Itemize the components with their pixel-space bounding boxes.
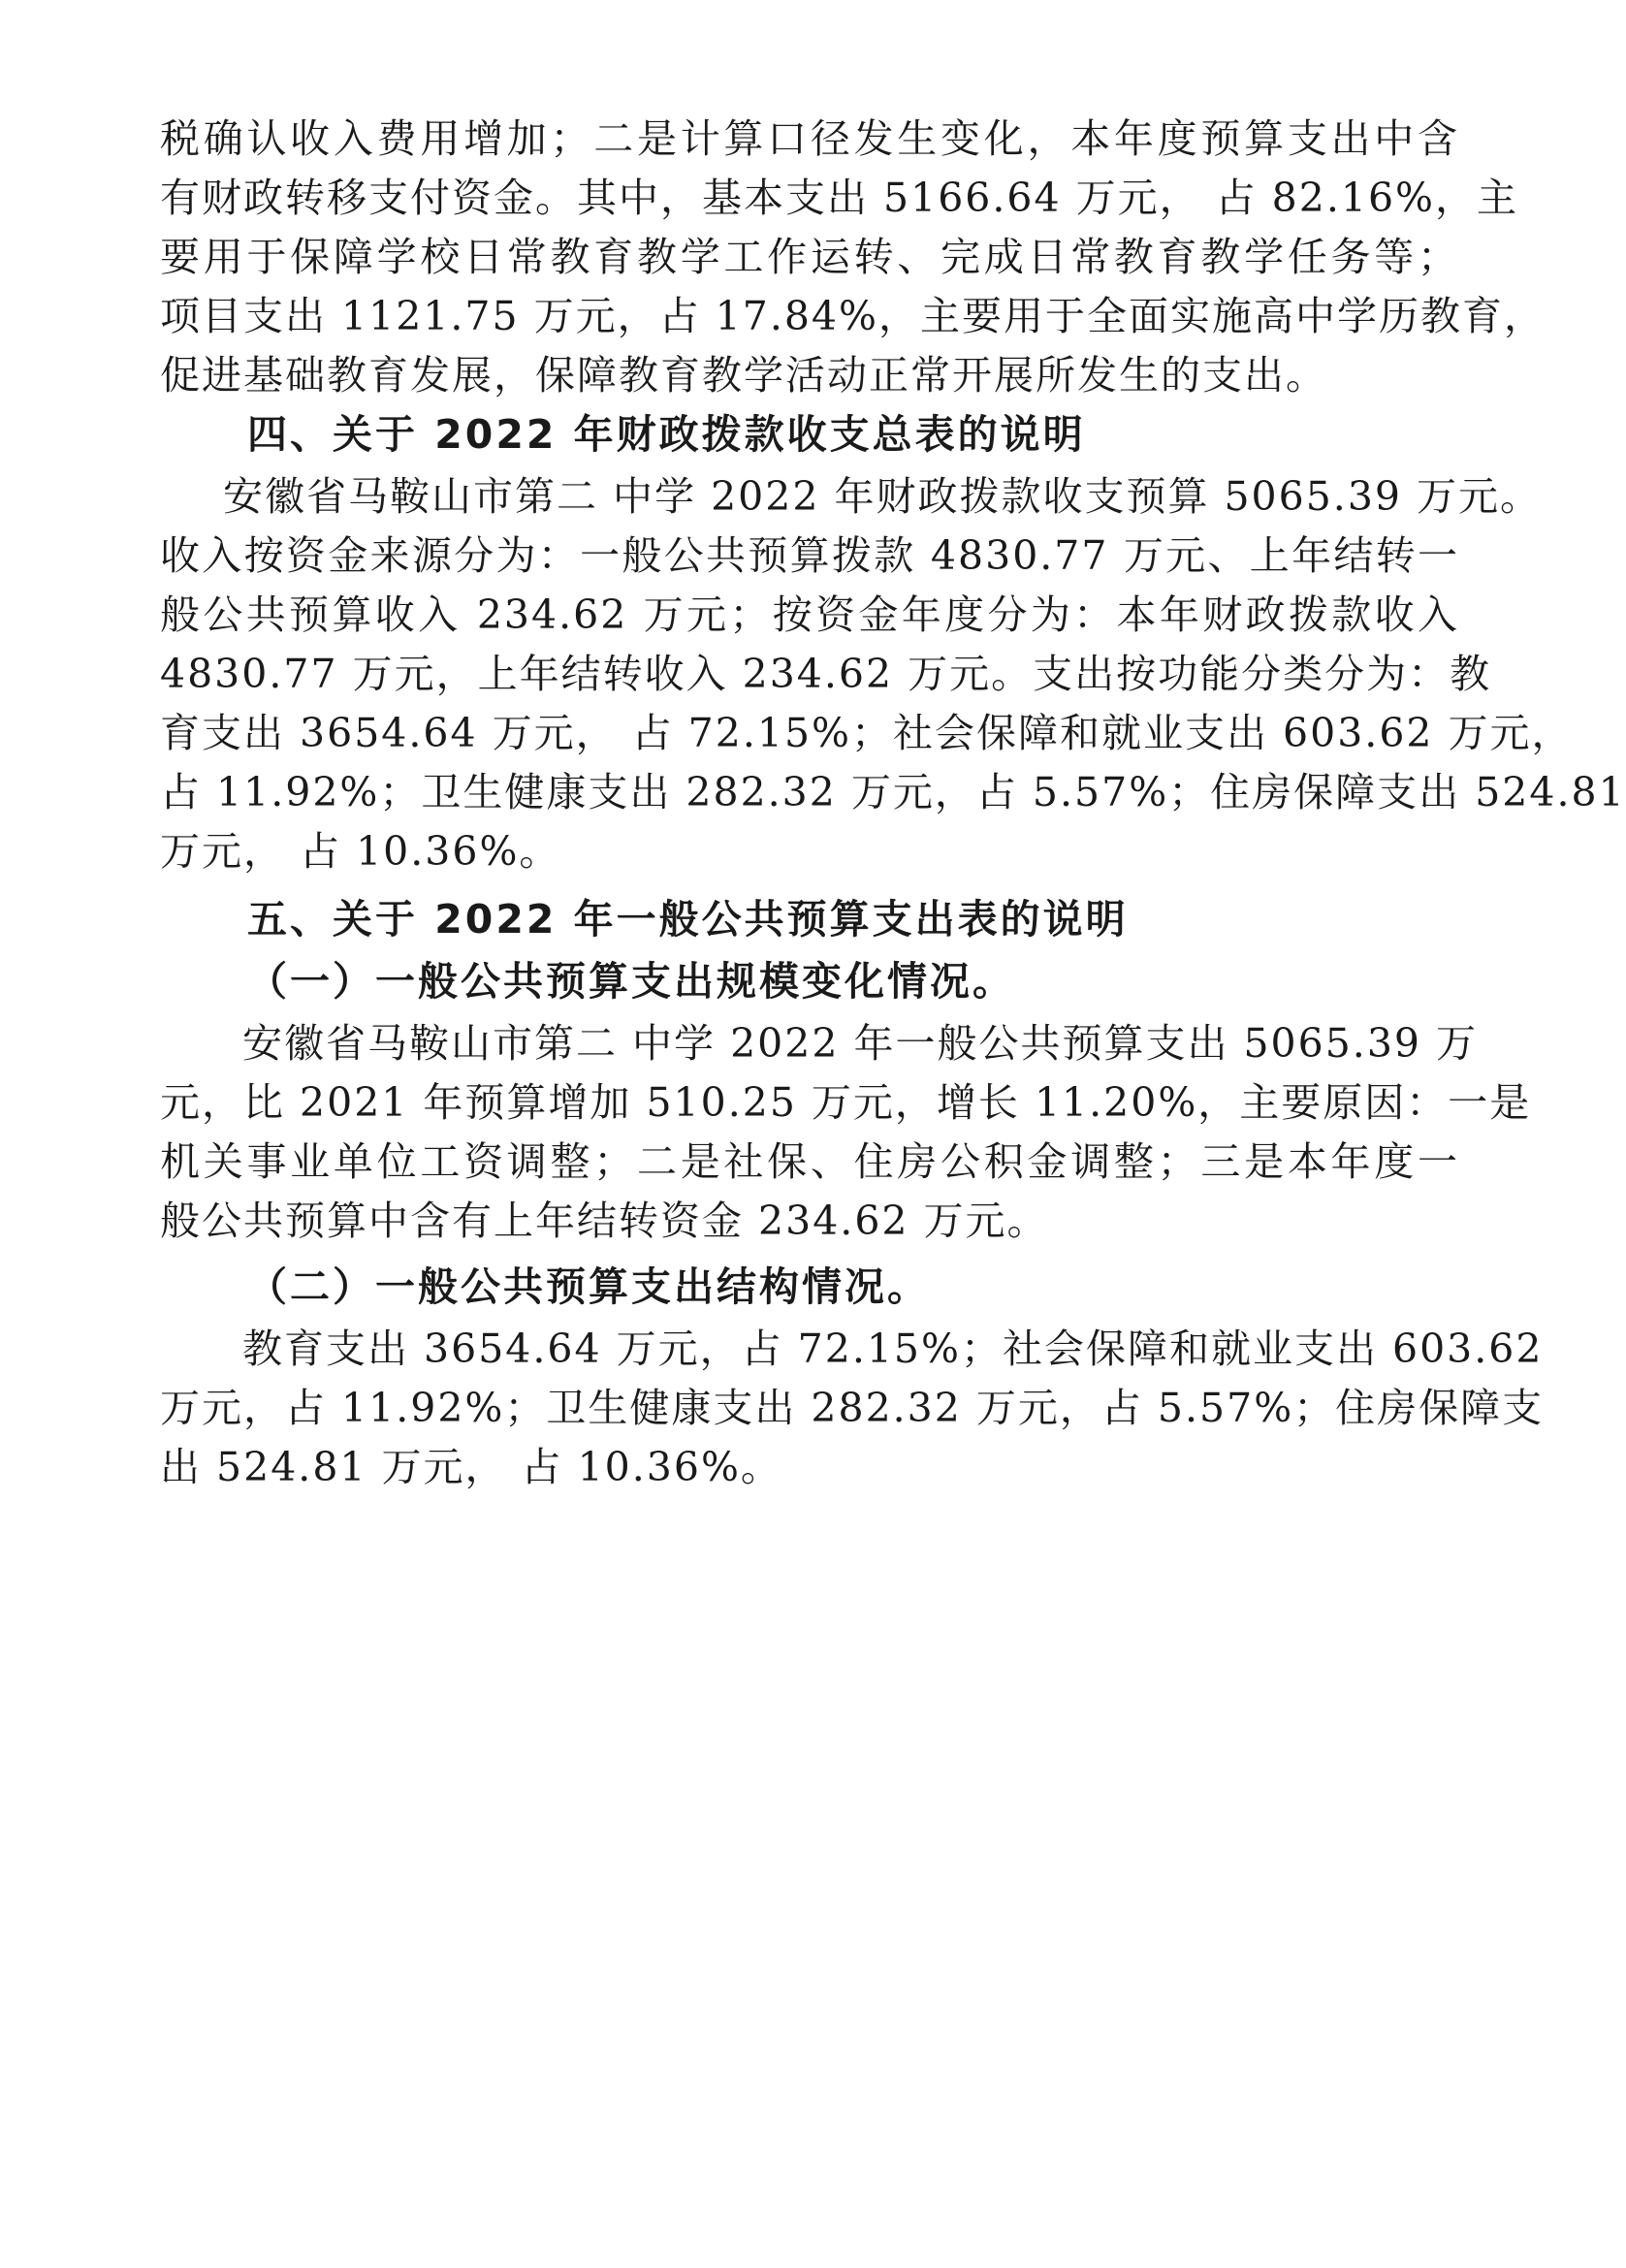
- body-text-line: 出 524.81 万元， 占 10.36%。: [160, 1444, 782, 1490]
- subsection-heading: （一）一般公共预算支出规模变化情况。: [247, 958, 1015, 1005]
- body-text-line: 占 11.92%；卫生健康支出 282.32 万元，占 5.57%；住房保障支出 524.81: [160, 769, 1626, 815]
- subsection-heading: （二）一般公共预算支出结构情况。: [247, 1263, 930, 1310]
- body-text-line: 教育支出 3654.64 万元，占 72.15%；社会保障和就业支出 603.62: [242, 1326, 1544, 1372]
- body-text-line: 机关事业单位工资调整；二是社保、住房公积金调整；三是本年度一: [160, 1138, 1459, 1185]
- body-text-line: 项目支出 1121.75 万元，占 17.84%，主要用于全面实施高中学历教育，: [160, 293, 1546, 339]
- body-text-line: 要用于保障学校日常教育教学工作运转、完成日常教育教学任务等；: [160, 234, 1459, 280]
- body-text-line: 育支出 3654.64 万元， 占 72.15%；社会保障和就业支出 603.62 万元，: [160, 710, 1574, 756]
- section-heading: 四、关于 2022 年财政拨款收支总表的说明: [247, 411, 1086, 458]
- body-text-line: 万元， 占 10.36%。: [160, 828, 561, 875]
- body-text-line: 促进基础教育发展，保障教育教学活动正常开展所发生的支出。: [160, 352, 1327, 399]
- body-text-line: 安徽省马鞍山市第二 中学 2022 年一般公共预算支出 5065.39 万: [242, 1020, 1479, 1067]
- body-text-line: 收入按资金来源分为：一般公共预算拨款 4830.77 万元、上年结转一: [160, 532, 1459, 579]
- body-text-line: 税确认收入费用增加；二是计算口径发生变化，本年度预算支出中含: [160, 115, 1459, 162]
- body-text-line: 元，比 2021 年预算增加 510.25 万元，增长 11.20%，主要原因：一是: [160, 1079, 1532, 1126]
- body-text-line: 万元，占 11.92%；卫生健康支出 282.32 万元，占 5.57%；住房保障支: [160, 1385, 1545, 1431]
- body-text-line: 安徽省马鞍山市第二 中学 2022 年财政拨款收支预算 5065.39 万元。: [223, 473, 1543, 520]
- body-text-line: 有财政转移支付资金。其中，基本支出 5166.64 万元， 占 82.16%，主: [160, 175, 1519, 221]
- body-text-line: 般公共预算收入 234.62 万元；按资金年度分为：本年财政拨款收入: [160, 591, 1459, 638]
- body-text-line: 般公共预算中含有上年结转资金 234.62 万元。: [160, 1198, 1049, 1244]
- section-heading: 五、关于 2022 年一般公共预算支出表的说明: [247, 896, 1129, 942]
- body-text-line: 4830.77 万元，上年结转收入 234.62 万元。支出按功能分类分为：教: [160, 651, 1492, 697]
